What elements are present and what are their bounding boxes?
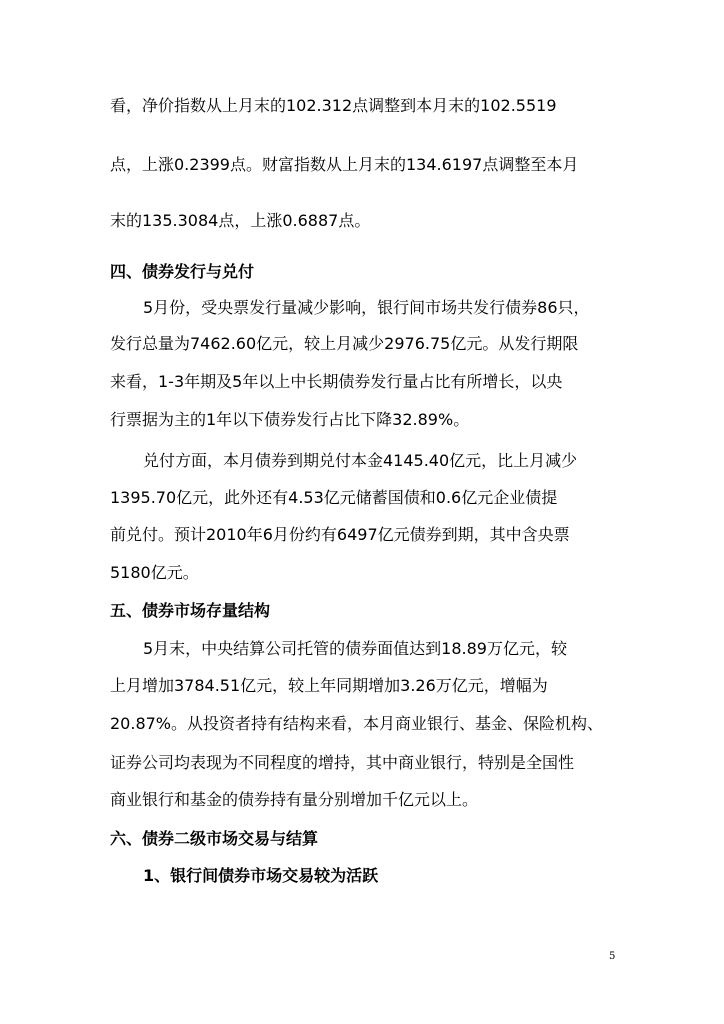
paragraph-line: 点，上涨0.2399点。财富指数从上月末的134.6197点调整至本月 [110, 155, 579, 174]
section-heading-secondary-market: 六、债券二级市场交易与结算 [110, 829, 319, 848]
paragraph-line: 1395.70亿元，此外还有4.53亿元储蓄国债和0.6亿元企业债提 [110, 488, 558, 507]
paragraph-line: 上月增加3784.51亿元，较上年同期增加3.26万亿元，增幅为 [110, 676, 548, 695]
section-heading-stock-structure: 五、债券市场存量结构 [110, 601, 271, 620]
section-heading-issuance: 四、债券发行与兑付 [110, 262, 255, 281]
paragraph-line: 5月份，受央票发行量减少影响，银行间市场共发行债券86只， [143, 298, 590, 317]
page-number: 5 [609, 951, 616, 962]
paragraph-line: 5月末，中央结算公司托管的债券面值达到18.89万亿元，较 [143, 639, 567, 658]
paragraph-line: 商业银行和基金的债券持有量分别增加千亿元以上。 [110, 790, 479, 809]
paragraph-line: 兑付方面，本月债券到期兑付本金4145.40亿元，比上月减少 [143, 451, 578, 470]
paragraph-line: 证券公司均表现为不同程度的增持，其中商业银行，特别是全国性 [110, 753, 575, 772]
paragraph-line: 看，净价指数从上月末的102.312点调整到本月末的102.5519 [110, 96, 557, 115]
paragraph-line: 5180亿元。 [110, 563, 199, 582]
paragraph-line: 前兑付。预计2010年6月份约有6497亿元债券到期，其中含央票 [110, 525, 570, 544]
paragraph-line: 发行总量为7462.60亿元，较上月减少2976.75亿元。从发行期限 [110, 334, 579, 353]
paragraph-line: 20.87%。从投资者持有结构来看，本月商业银行、基金、保险机构、 [110, 714, 604, 733]
paragraph-line: 末的135.3084点，上涨0.6887点。 [110, 211, 371, 230]
paragraph-line: 行票据为主的1年以下债券发行占比下降32.89%。 [110, 410, 470, 429]
paragraph-line: 来看，1-3年期及5年以上中长期债券发行量占比有所增长，以央 [110, 372, 563, 391]
subsection-heading-interbank-trading: 1、银行间债券市场交易较为活跃 [143, 866, 379, 885]
